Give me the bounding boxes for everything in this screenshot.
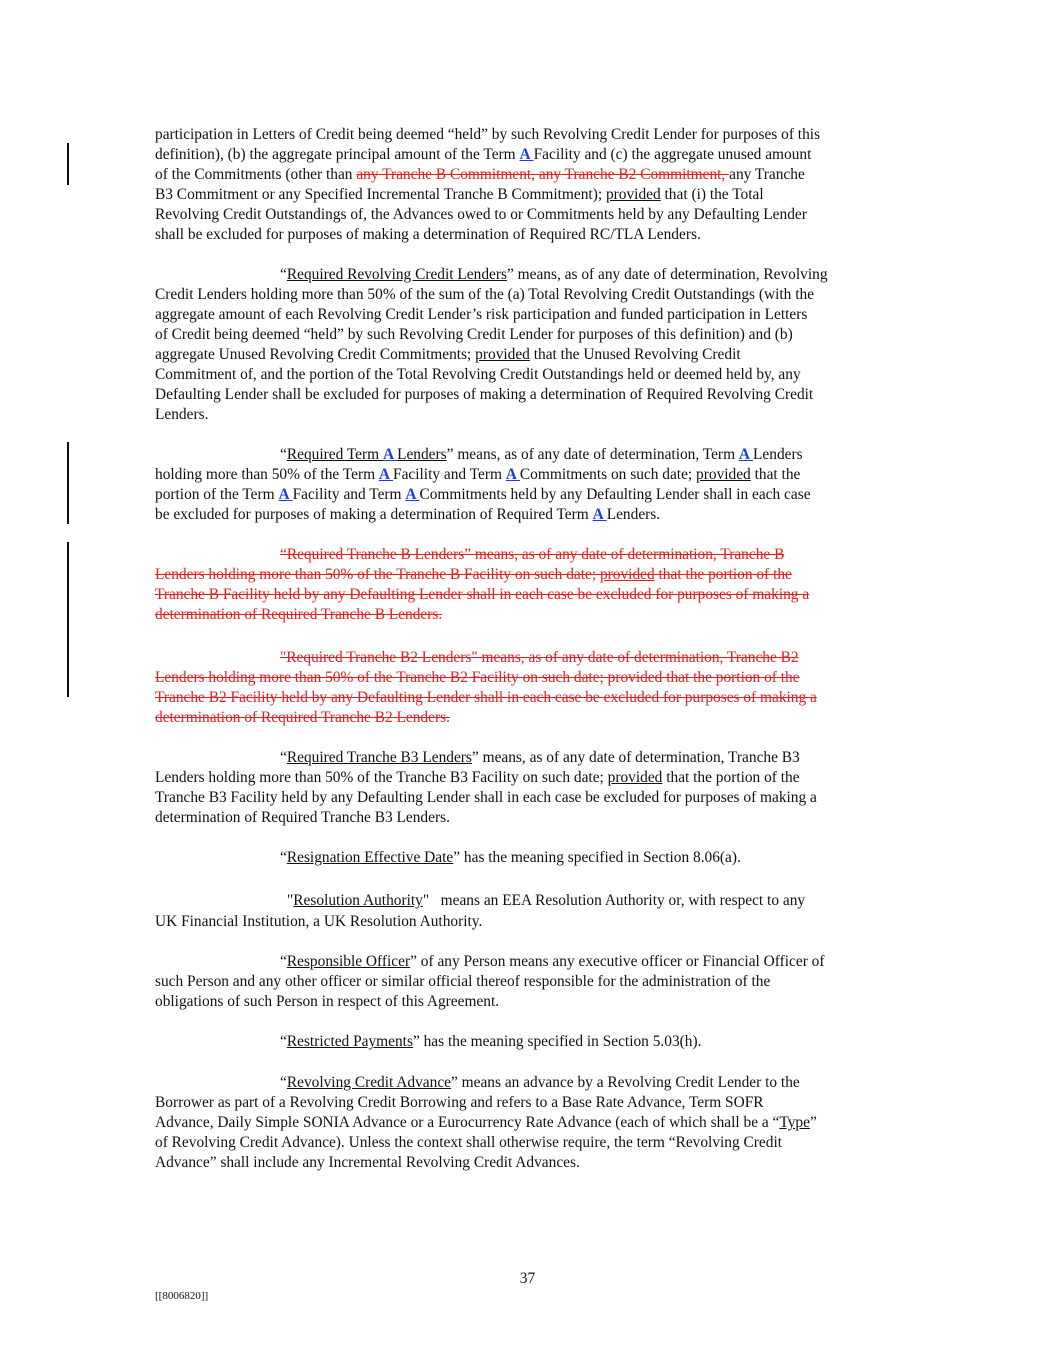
text-line: Tranche B Facility held by any Defaulting Lender shall in each case be excluded for purposes of making a <box>155 586 810 603</box>
change-bar <box>67 615 69 697</box>
insertion-mark: A <box>519 146 534 163</box>
text-line: Lenders holding more than 50% of the Tranche B2 Facility on such date; provided that the portion of the <box>155 669 800 686</box>
text-line: such Person and any other officer or similar official thereof responsible for the administration of the <box>155 973 771 990</box>
text-line: “Required Tranche B3 Lenders” means, as of any date of determination, Tranche B3 <box>280 749 800 766</box>
text-line: Lenders. <box>155 406 209 423</box>
text-line: determination of Required Tranche B2 Lenders. <box>155 709 450 726</box>
text-line: participation in Letters of Credit being deemed “held” by such Revolving Credit Lender for purposes of this <box>155 126 821 143</box>
text-line: Advance, Daily Simple SONIA Advance or a Eurocurrency Rate Advance (each of which shall be a “Type” <box>155 1114 817 1131</box>
text-line: shall be excluded for purposes of making a determination of Required RC/TLA Lenders. <box>155 226 701 243</box>
text-line: “Resignation Effective Date” has the meaning specified in Section 8.06(a). <box>280 849 741 866</box>
defined-term: Resignation Effective Date <box>286 849 454 866</box>
text-line: aggregate Unused Revolving Credit Commitments; provided that the Unused Revolving Credit <box>155 346 741 363</box>
defined-term: Required Term A Lenders <box>286 446 447 463</box>
text-line: "Resolution Authority" means an EEA Resolution Authority or, with respect to any <box>287 892 806 909</box>
text-line: determination of Required Tranche B Lenders. <box>155 606 443 623</box>
text-line: Defaulting Lender shall be excluded for purposes of making a determination of Required Revolving Credit <box>155 386 814 403</box>
text-line: portion of the Term A Facility and Term A Commitments held by any Defaulting Lender shall in each case <box>155 486 811 503</box>
text-line: Lenders holding more than 50% of the Tranche B Facility on such date; provided that the portion of the <box>155 566 792 583</box>
defined-term: Revolving Credit Advance <box>286 1074 451 1091</box>
text-line: “Responsible Officer” of any Person means any executive officer or Financial Officer of <box>280 953 825 970</box>
text-line: B3 Commitment or any Specified Incremental Tranche B Commitment); provided that (i) the Total <box>155 186 764 203</box>
text-line: Advance” shall include any Incremental Revolving Credit Advances. <box>155 1154 580 1171</box>
text-line: of Revolving Credit Advance). Unless the context shall otherwise require, the term “Revolving Credit <box>155 1134 783 1151</box>
text-line: Credit Lenders holding more than 50% of the sum of the (a) Total Revolving Credit Outstandings (with the <box>155 286 815 303</box>
text-line: "Required Tranche B2 Lenders" means, as of any date of determination, Tranche B2 <box>280 649 799 666</box>
text-line: definition), (b) the aggregate principal amount of the Term A Facility and (c) the aggregate unused amount <box>155 146 812 163</box>
page-number: 37 <box>519 1270 536 1287</box>
text-line: “Required Revolving Credit Lenders” means, as of any date of determination, Revolving <box>280 266 828 283</box>
text-line: Tranche B2 Facility held by any Defaulting Lender shall in each case be excluded for purposes of making a <box>155 689 817 706</box>
text-line: “Required Term A Lenders” means, as of any date of determination, Term A Lenders <box>280 446 803 463</box>
text-line: Tranche B3 Facility held by any Defaulting Lender shall in each case be excluded for purposes of making a <box>155 789 817 806</box>
defined-term: Responsible Officer <box>286 953 411 970</box>
text-line: Revolving Credit Outstandings of, the Advances owed to or Commitments held by any Defaulting Lender <box>155 206 807 223</box>
text-line: be excluded for purposes of making a determination of Required Term A Lenders. <box>155 506 661 523</box>
text-line: “Restricted Payments” has the meaning specified in Section 5.03(h). <box>280 1033 702 1050</box>
text-line: UK Financial Institution, a UK Resolution Authority. <box>155 913 483 930</box>
insertion-mark: A <box>738 446 754 463</box>
text-line: of the Commitments (other than any Tranche B Commitment, any Tranche B2 Commitment, any Tranche <box>155 166 805 183</box>
defined-term: Restricted Payments <box>286 1033 413 1050</box>
text-line: obligations of such Person in respect of this Agreement. <box>155 993 500 1010</box>
text-line: of Credit being deemed “held” by such Revolving Credit Lender for purposes of this definition) and (b) <box>155 326 793 343</box>
text-line: holding more than 50% of the Term A Facility and Term A Commitments on such date; provided that the <box>155 466 801 483</box>
change-bar <box>67 143 69 185</box>
text-line: determination of Required Tranche B3 Lenders. <box>155 809 450 826</box>
change-bar <box>67 542 69 624</box>
defined-term: Resolution Authority <box>293 892 423 909</box>
defined-term: Required Tranche B3 Lenders <box>286 749 472 766</box>
document-id: [[8006820]] <box>155 1290 209 1302</box>
text-line: Commitment of, and the portion of the Total Revolving Credit Outstandings held or deemed held by, any <box>155 366 801 383</box>
text-line: aggregate amount of each Revolving Credit Lender’s risk participation and funded participation in Letters <box>155 306 808 323</box>
text-line: Lenders holding more than 50% of the Tranche B3 Facility on such date; provided that the portion of the <box>155 769 800 786</box>
defined-term: Required Revolving Credit Lenders <box>286 266 507 283</box>
text-line: “Revolving Credit Advance” means an advance by a Revolving Credit Lender to the <box>280 1074 800 1091</box>
text-line: “Required Tranche B Lenders” means, as of any date of determination, Tranche B <box>280 546 785 563</box>
change-bar <box>67 442 69 524</box>
deletion-mark: any Tranche B Commitment, any Tranche B2 Commitment, <box>356 166 730 183</box>
text-line: Borrower as part of a Revolving Credit Borrowing and refers to a Base Rate Advance, Term SOFR <box>155 1094 764 1111</box>
